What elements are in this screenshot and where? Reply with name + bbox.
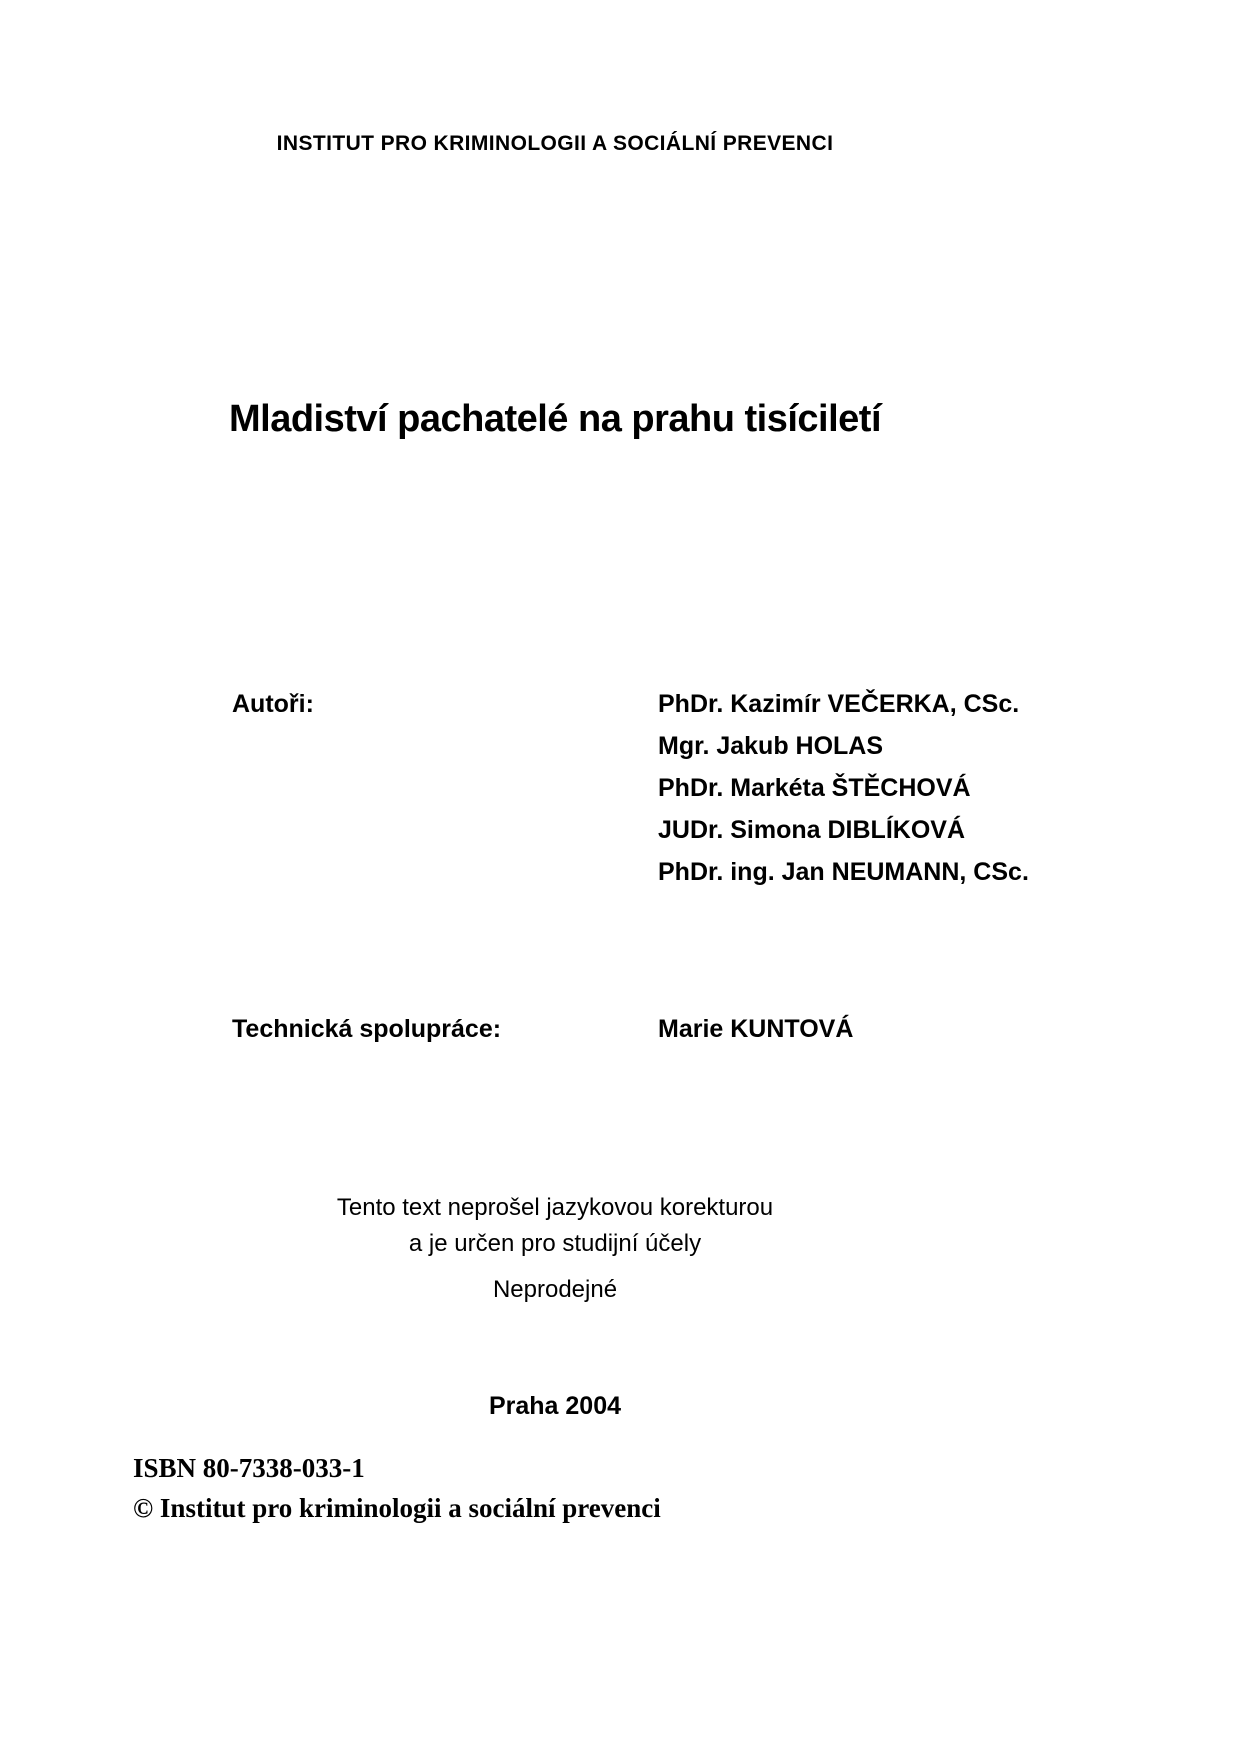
not-for-sale-note: Neprodejné bbox=[492, 1276, 618, 1303]
document-title: Mladiství pachatelé na prahu tisíciletí bbox=[228, 398, 882, 440]
authors-list bbox=[658, 683, 1029, 893]
author-name: PhDr. ing. Jan NEUMANN, CSc. bbox=[658, 858, 1029, 886]
disclaimer-note-line1: Tento text neprošel jazykovou korekturou bbox=[336, 1194, 774, 1221]
isbn-line: ISBN 80-7338-033-1 bbox=[133, 1453, 365, 1483]
copyright-line: © Institut pro kriminologii a sociální prevenci bbox=[133, 1493, 661, 1523]
disclaimer-note-line2: a je určen pro studijní účely bbox=[408, 1230, 702, 1257]
technical-cooperation-name: Marie KUNTOVÁ bbox=[658, 1015, 854, 1043]
place-and-year: Praha 2004 bbox=[488, 1392, 622, 1420]
institute-header: INSTITUT PRO KRIMINOLOGII A SOCIÁLNÍ PREVENCI bbox=[276, 132, 834, 155]
technical-cooperation-label: Technická spolupráce: bbox=[232, 1015, 502, 1043]
author-name: JUDr. Simona DIBLÍKOVÁ bbox=[658, 816, 965, 844]
author-name: PhDr. Markéta ŠTĚCHOVÁ bbox=[658, 774, 971, 802]
imprint bbox=[133, 1448, 661, 1528]
author-name: PhDr. Kazimír VEČERKA, CSc. bbox=[658, 690, 1020, 718]
authors-label: Autoři: bbox=[232, 690, 314, 718]
author-name: Mgr. Jakub HOLAS bbox=[658, 732, 884, 760]
disclaimer-note bbox=[100, 1190, 1010, 1262]
